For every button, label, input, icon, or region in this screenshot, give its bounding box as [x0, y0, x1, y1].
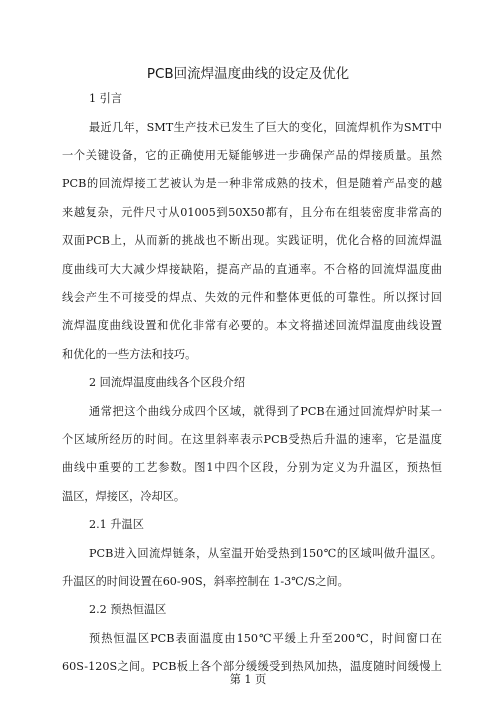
paragraph-line: 一个关键设备，它的正确使用无疑能够进一步确保产品的焊接质量。虽然 [62, 149, 442, 162]
paragraph-line: PCB的回流焊接工艺被认为是一种非常成熟的技术，但是随着产品变的越 [62, 177, 442, 190]
section-heading-soak-zone: 2.2 预热恒温区 [89, 603, 167, 616]
paragraph-line: 个区域所经历的时间。在这里斜率表示PCB受热后升温的速率，它是温度 [62, 433, 442, 446]
paragraph-line: 曲线中重要的工艺参数。图1中四个区段，分别为定义为升温区，预热恒 [62, 461, 442, 474]
paragraph-line: 线会产生不可接受的焊点、失效的元件和整体更低的可靠性。所以探讨回 [62, 291, 442, 304]
paragraph-line: 温区，焊接区，冷却区。 [62, 490, 186, 503]
paragraph-line: 流焊温度曲线设置和优化非常有必要的。本文将描述回流焊温度曲线设置 [62, 319, 442, 332]
section-heading-ramp-zone: 2.1 升温区 [89, 518, 144, 531]
paragraph-line: 升温区的时间设置在60-90S，斜率控制在 1-3℃/S之间。 [62, 575, 349, 588]
paragraph-line: 双面PCB上，从而新的挑战也不断出现。实践证明，优化合格的回流焊温 [62, 234, 442, 247]
paragraph-line: PCB进入回流焊链条，从室温开始受热到150℃的区域叫做升温区。 [89, 547, 442, 560]
document-title: PCB回流焊温度曲线的设定及优化 [146, 66, 350, 82]
paragraph-line: 度曲线可大大减少焊接缺陷，提高产品的直通率。不合格的回流焊温度曲 [62, 263, 442, 276]
section-heading-introduction: 1 引言 [89, 92, 123, 105]
paragraph-line: 60S-120S之间。PCB板上各个部分缓缓受到热风加热，温度随时间缓慢上 [62, 660, 442, 673]
paragraph-line: 来越复杂，元件尺寸从01005到50X50都有，且分布在组装密度非常高的 [62, 206, 442, 219]
paragraph-line: 和优化的一些方法和技巧。 [62, 348, 197, 361]
section-heading-profile-zones: 2 回流焊温度曲线各个区段介绍 [89, 376, 246, 389]
paragraph-line: 通常把这个曲线分成四个区域，就得到了PCB在通过回流焊炉时某一 [89, 405, 442, 418]
paragraph-line: 最近几年，SMT生产技术已发生了巨大的变化，回流焊机作为SMT中 [89, 121, 442, 134]
page-number-footer: 第 1 页 [229, 673, 267, 686]
paragraph-line: 预热恒温区PCB表面温度由150℃平缓上升至200℃，时间窗口在 [89, 632, 442, 645]
